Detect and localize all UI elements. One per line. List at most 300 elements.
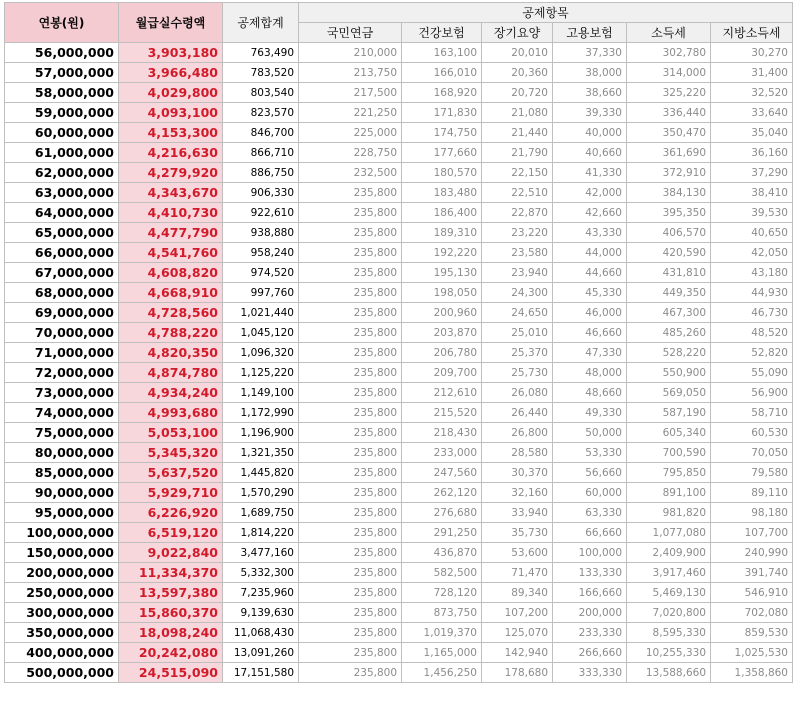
- cell-annual-salary: 350,000,000: [5, 623, 119, 643]
- cell-total-deduction: 1,321,350: [223, 443, 299, 463]
- cell-local-income-tax: 37,290: [711, 163, 793, 183]
- cell-health-insurance: 177,660: [402, 143, 482, 163]
- cell-health-insurance: 212,610: [402, 383, 482, 403]
- cell-total-deduction: 886,750: [223, 163, 299, 183]
- cell-total-deduction: 13,091,260: [223, 643, 299, 663]
- cell-health-insurance: 198,050: [402, 283, 482, 303]
- cell-national-pension: 210,000: [299, 43, 402, 63]
- cell-monthly-net: 4,216,630: [119, 143, 223, 163]
- cell-long-term-care: 25,010: [482, 323, 553, 343]
- cell-long-term-care: 21,440: [482, 123, 553, 143]
- cell-total-deduction: 1,021,440: [223, 303, 299, 323]
- table-row: [5, 343, 793, 363]
- cell-national-pension: 235,800: [299, 383, 402, 403]
- cell-employment-insurance: 53,330: [553, 443, 627, 463]
- cell-income-tax: 467,300: [627, 303, 711, 323]
- table-row: [5, 563, 793, 583]
- cell-long-term-care: 26,440: [482, 403, 553, 423]
- cell-health-insurance: 174,750: [402, 123, 482, 143]
- cell-monthly-net: 9,022,840: [119, 543, 223, 563]
- cell-employment-insurance: 66,660: [553, 523, 627, 543]
- table-row: [5, 423, 793, 443]
- cell-health-insurance: 192,220: [402, 243, 482, 263]
- table-row: [5, 603, 793, 623]
- table-row: [5, 303, 793, 323]
- cell-monthly-net: 4,153,300: [119, 123, 223, 143]
- cell-health-insurance: 180,570: [402, 163, 482, 183]
- cell-income-tax: 1,077,080: [627, 523, 711, 543]
- header-long-term-care: 장기요양: [482, 23, 553, 43]
- table-row: [5, 203, 793, 223]
- cell-employment-insurance: 63,330: [553, 503, 627, 523]
- cell-national-pension: 235,800: [299, 283, 402, 303]
- table-row: [5, 403, 793, 423]
- cell-national-pension: 232,500: [299, 163, 402, 183]
- header-local-income-tax: 지방소득세: [711, 23, 793, 43]
- cell-national-pension: 235,800: [299, 183, 402, 203]
- cell-local-income-tax: 55,090: [711, 363, 793, 383]
- cell-monthly-net: 13,597,380: [119, 583, 223, 603]
- table-row: [5, 43, 793, 63]
- cell-national-pension: 235,800: [299, 223, 402, 243]
- cell-monthly-net: 15,860,370: [119, 603, 223, 623]
- cell-employment-insurance: 50,000: [553, 423, 627, 443]
- cell-income-tax: 449,350: [627, 283, 711, 303]
- cell-income-tax: 325,220: [627, 83, 711, 103]
- cell-long-term-care: 89,340: [482, 583, 553, 603]
- cell-health-insurance: 1,165,000: [402, 643, 482, 663]
- cell-total-deduction: 17,151,580: [223, 663, 299, 683]
- cell-local-income-tax: 38,410: [711, 183, 793, 203]
- cell-national-pension: 235,800: [299, 523, 402, 543]
- cell-health-insurance: 171,830: [402, 103, 482, 123]
- cell-health-insurance: 873,750: [402, 603, 482, 623]
- cell-monthly-net: 20,242,080: [119, 643, 223, 663]
- cell-annual-salary: 62,000,000: [5, 163, 119, 183]
- cell-total-deduction: 11,068,430: [223, 623, 299, 643]
- cell-annual-salary: 61,000,000: [5, 143, 119, 163]
- cell-long-term-care: 25,370: [482, 343, 553, 363]
- cell-national-pension: 235,800: [299, 263, 402, 283]
- cell-annual-salary: 90,000,000: [5, 483, 119, 503]
- cell-employment-insurance: 166,660: [553, 583, 627, 603]
- cell-long-term-care: 35,730: [482, 523, 553, 543]
- cell-annual-salary: 75,000,000: [5, 423, 119, 443]
- cell-employment-insurance: 60,000: [553, 483, 627, 503]
- cell-income-tax: 372,910: [627, 163, 711, 183]
- cell-income-tax: 350,470: [627, 123, 711, 143]
- cell-income-tax: 431,810: [627, 263, 711, 283]
- cell-annual-salary: 69,000,000: [5, 303, 119, 323]
- cell-monthly-net: 4,934,240: [119, 383, 223, 403]
- cell-annual-salary: 73,000,000: [5, 383, 119, 403]
- cell-monthly-net: 5,345,320: [119, 443, 223, 463]
- cell-long-term-care: 32,160: [482, 483, 553, 503]
- cell-employment-insurance: 200,000: [553, 603, 627, 623]
- cell-long-term-care: 28,580: [482, 443, 553, 463]
- cell-health-insurance: 1,456,250: [402, 663, 482, 683]
- cell-total-deduction: 958,240: [223, 243, 299, 263]
- cell-monthly-net: 24,515,090: [119, 663, 223, 683]
- cell-local-income-tax: 32,520: [711, 83, 793, 103]
- cell-income-tax: 485,260: [627, 323, 711, 343]
- cell-employment-insurance: 44,660: [553, 263, 627, 283]
- salary-table-container: [4, 2, 793, 683]
- cell-total-deduction: 1,045,120: [223, 323, 299, 343]
- cell-long-term-care: 21,080: [482, 103, 553, 123]
- cell-monthly-net: 6,226,920: [119, 503, 223, 523]
- cell-long-term-care: 26,080: [482, 383, 553, 403]
- cell-total-deduction: 1,172,990: [223, 403, 299, 423]
- cell-long-term-care: 24,300: [482, 283, 553, 303]
- cell-national-pension: 235,800: [299, 243, 402, 263]
- cell-national-pension: 235,800: [299, 643, 402, 663]
- cell-health-insurance: 206,780: [402, 343, 482, 363]
- cell-national-pension: 213,750: [299, 63, 402, 83]
- cell-income-tax: 7,020,800: [627, 603, 711, 623]
- cell-total-deduction: 1,149,100: [223, 383, 299, 403]
- cell-annual-salary: 57,000,000: [5, 63, 119, 83]
- cell-health-insurance: 183,480: [402, 183, 482, 203]
- cell-local-income-tax: 40,650: [711, 223, 793, 243]
- cell-health-insurance: 291,250: [402, 523, 482, 543]
- cell-local-income-tax: 107,700: [711, 523, 793, 543]
- cell-monthly-net: 4,788,220: [119, 323, 223, 343]
- cell-total-deduction: 906,330: [223, 183, 299, 203]
- table-row: [5, 243, 793, 263]
- cell-long-term-care: 23,580: [482, 243, 553, 263]
- cell-total-deduction: 938,880: [223, 223, 299, 243]
- cell-local-income-tax: 70,050: [711, 443, 793, 463]
- cell-income-tax: 981,820: [627, 503, 711, 523]
- cell-employment-insurance: 45,330: [553, 283, 627, 303]
- table-row: [5, 283, 793, 303]
- cell-total-deduction: 922,610: [223, 203, 299, 223]
- cell-annual-salary: 68,000,000: [5, 283, 119, 303]
- cell-total-deduction: 1,196,900: [223, 423, 299, 443]
- cell-monthly-net: 4,410,730: [119, 203, 223, 223]
- cell-health-insurance: 1,019,370: [402, 623, 482, 643]
- cell-total-deduction: 5,332,300: [223, 563, 299, 583]
- cell-income-tax: 550,900: [627, 363, 711, 383]
- cell-health-insurance: 582,500: [402, 563, 482, 583]
- cell-total-deduction: 783,520: [223, 63, 299, 83]
- cell-local-income-tax: 48,520: [711, 323, 793, 343]
- table-body: [5, 43, 793, 683]
- cell-annual-salary: 59,000,000: [5, 103, 119, 123]
- cell-monthly-net: 3,966,480: [119, 63, 223, 83]
- cell-employment-insurance: 42,000: [553, 183, 627, 203]
- cell-national-pension: 235,800: [299, 203, 402, 223]
- cell-long-term-care: 25,730: [482, 363, 553, 383]
- cell-employment-insurance: 40,000: [553, 123, 627, 143]
- cell-employment-insurance: 48,660: [553, 383, 627, 403]
- cell-income-tax: 13,588,660: [627, 663, 711, 683]
- cell-employment-insurance: 233,330: [553, 623, 627, 643]
- cell-long-term-care: 178,680: [482, 663, 553, 683]
- cell-monthly-net: 4,668,910: [119, 283, 223, 303]
- cell-long-term-care: 142,940: [482, 643, 553, 663]
- cell-local-income-tax: 52,820: [711, 343, 793, 363]
- cell-income-tax: 420,590: [627, 243, 711, 263]
- table-row: [5, 223, 793, 243]
- cell-monthly-net: 4,874,780: [119, 363, 223, 383]
- cell-long-term-care: 30,370: [482, 463, 553, 483]
- cell-employment-insurance: 133,330: [553, 563, 627, 583]
- cell-national-pension: 225,000: [299, 123, 402, 143]
- header-national-pension: 국민연금: [299, 23, 402, 43]
- cell-national-pension: 235,800: [299, 663, 402, 683]
- cell-health-insurance: 262,120: [402, 483, 482, 503]
- cell-health-insurance: 233,000: [402, 443, 482, 463]
- cell-income-tax: 395,350: [627, 203, 711, 223]
- cell-local-income-tax: 60,530: [711, 423, 793, 443]
- cell-monthly-net: 5,053,100: [119, 423, 223, 443]
- cell-employment-insurance: 38,000: [553, 63, 627, 83]
- salary-table: [4, 2, 793, 683]
- cell-national-pension: 235,800: [299, 303, 402, 323]
- cell-employment-insurance: 56,660: [553, 463, 627, 483]
- cell-annual-salary: 56,000,000: [5, 43, 119, 63]
- cell-total-deduction: 1,096,320: [223, 343, 299, 363]
- cell-national-pension: 235,800: [299, 503, 402, 523]
- cell-local-income-tax: 35,040: [711, 123, 793, 143]
- cell-long-term-care: 22,870: [482, 203, 553, 223]
- cell-employment-insurance: 48,000: [553, 363, 627, 383]
- cell-monthly-net: 4,728,560: [119, 303, 223, 323]
- cell-monthly-net: 5,929,710: [119, 483, 223, 503]
- table-row: [5, 163, 793, 183]
- cell-annual-salary: 58,000,000: [5, 83, 119, 103]
- table-row: [5, 583, 793, 603]
- table-row: [5, 463, 793, 483]
- table-row: [5, 643, 793, 663]
- cell-local-income-tax: 33,640: [711, 103, 793, 123]
- cell-local-income-tax: 1,358,860: [711, 663, 793, 683]
- header-employment-insurance: 고용보험: [553, 23, 627, 43]
- table-row: [5, 83, 793, 103]
- cell-long-term-care: 23,220: [482, 223, 553, 243]
- cell-national-pension: 235,800: [299, 603, 402, 623]
- cell-health-insurance: 163,100: [402, 43, 482, 63]
- cell-employment-insurance: 38,660: [553, 83, 627, 103]
- cell-employment-insurance: 46,000: [553, 303, 627, 323]
- cell-employment-insurance: 40,660: [553, 143, 627, 163]
- cell-health-insurance: 168,920: [402, 83, 482, 103]
- cell-national-pension: 235,800: [299, 543, 402, 563]
- cell-income-tax: 2,409,900: [627, 543, 711, 563]
- cell-income-tax: 302,780: [627, 43, 711, 63]
- cell-local-income-tax: 89,110: [711, 483, 793, 503]
- cell-national-pension: 235,800: [299, 463, 402, 483]
- cell-employment-insurance: 100,000: [553, 543, 627, 563]
- cell-monthly-net: 3,903,180: [119, 43, 223, 63]
- cell-income-tax: 8,595,330: [627, 623, 711, 643]
- cell-health-insurance: 200,960: [402, 303, 482, 323]
- cell-annual-salary: 95,000,000: [5, 503, 119, 523]
- cell-employment-insurance: 333,330: [553, 663, 627, 683]
- cell-income-tax: 384,130: [627, 183, 711, 203]
- cell-employment-insurance: 47,330: [553, 343, 627, 363]
- cell-annual-salary: 67,000,000: [5, 263, 119, 283]
- cell-total-deduction: 1,570,290: [223, 483, 299, 503]
- cell-annual-salary: 64,000,000: [5, 203, 119, 223]
- cell-total-deduction: 3,477,160: [223, 543, 299, 563]
- cell-employment-insurance: 43,330: [553, 223, 627, 243]
- cell-total-deduction: 997,760: [223, 283, 299, 303]
- cell-total-deduction: 974,520: [223, 263, 299, 283]
- cell-employment-insurance: 46,660: [553, 323, 627, 343]
- cell-health-insurance: 218,430: [402, 423, 482, 443]
- cell-long-term-care: 107,200: [482, 603, 553, 623]
- cell-health-insurance: 195,130: [402, 263, 482, 283]
- cell-national-pension: 235,800: [299, 343, 402, 363]
- cell-local-income-tax: 39,530: [711, 203, 793, 223]
- table-row: [5, 623, 793, 643]
- cell-income-tax: 10,255,330: [627, 643, 711, 663]
- cell-employment-insurance: 42,660: [553, 203, 627, 223]
- cell-total-deduction: 1,814,220: [223, 523, 299, 543]
- cell-annual-salary: 80,000,000: [5, 443, 119, 463]
- table-row: [5, 363, 793, 383]
- cell-local-income-tax: 859,530: [711, 623, 793, 643]
- table-row: [5, 383, 793, 403]
- cell-long-term-care: 22,510: [482, 183, 553, 203]
- table-row: [5, 63, 793, 83]
- cell-income-tax: 891,100: [627, 483, 711, 503]
- cell-long-term-care: 125,070: [482, 623, 553, 643]
- cell-total-deduction: 866,710: [223, 143, 299, 163]
- table-row: [5, 323, 793, 343]
- cell-national-pension: 235,800: [299, 423, 402, 443]
- cell-annual-salary: 72,000,000: [5, 363, 119, 383]
- cell-annual-salary: 150,000,000: [5, 543, 119, 563]
- cell-long-term-care: 26,800: [482, 423, 553, 443]
- cell-total-deduction: 1,689,750: [223, 503, 299, 523]
- cell-monthly-net: 4,477,790: [119, 223, 223, 243]
- cell-income-tax: 587,190: [627, 403, 711, 423]
- table-row: [5, 183, 793, 203]
- cell-annual-salary: 250,000,000: [5, 583, 119, 603]
- cell-long-term-care: 24,650: [482, 303, 553, 323]
- cell-national-pension: 235,800: [299, 363, 402, 383]
- cell-local-income-tax: 43,180: [711, 263, 793, 283]
- cell-monthly-net: 5,637,520: [119, 463, 223, 483]
- cell-employment-insurance: 266,660: [553, 643, 627, 663]
- cell-monthly-net: 4,608,820: [119, 263, 223, 283]
- cell-income-tax: 569,050: [627, 383, 711, 403]
- header-health-insurance: 건강보험: [402, 23, 482, 43]
- cell-national-pension: 235,800: [299, 323, 402, 343]
- cell-local-income-tax: 240,990: [711, 543, 793, 563]
- cell-local-income-tax: 58,710: [711, 403, 793, 423]
- cell-national-pension: 221,250: [299, 103, 402, 123]
- cell-health-insurance: 209,700: [402, 363, 482, 383]
- cell-income-tax: 361,690: [627, 143, 711, 163]
- table-row: [5, 103, 793, 123]
- cell-long-term-care: 33,940: [482, 503, 553, 523]
- cell-health-insurance: 203,870: [402, 323, 482, 343]
- cell-total-deduction: 7,235,960: [223, 583, 299, 603]
- cell-income-tax: 605,340: [627, 423, 711, 443]
- cell-national-pension: 217,500: [299, 83, 402, 103]
- cell-health-insurance: 276,680: [402, 503, 482, 523]
- cell-monthly-net: 4,820,350: [119, 343, 223, 363]
- table-row: [5, 263, 793, 283]
- cell-monthly-net: 4,279,920: [119, 163, 223, 183]
- header-total-deduction: 공제합계: [223, 3, 299, 43]
- table-row: [5, 443, 793, 463]
- table-row: [5, 483, 793, 503]
- cell-local-income-tax: 36,160: [711, 143, 793, 163]
- cell-employment-insurance: 39,330: [553, 103, 627, 123]
- cell-monthly-net: 18,098,240: [119, 623, 223, 643]
- cell-employment-insurance: 44,000: [553, 243, 627, 263]
- cell-long-term-care: 71,470: [482, 563, 553, 583]
- cell-annual-salary: 66,000,000: [5, 243, 119, 263]
- cell-local-income-tax: 98,180: [711, 503, 793, 523]
- cell-income-tax: 3,917,460: [627, 563, 711, 583]
- cell-long-term-care: 20,010: [482, 43, 553, 63]
- table-row: [5, 523, 793, 543]
- cell-local-income-tax: 391,740: [711, 563, 793, 583]
- header-monthly-net: 월급실수령액: [119, 3, 223, 43]
- cell-income-tax: 700,590: [627, 443, 711, 463]
- cell-income-tax: 314,000: [627, 63, 711, 83]
- cell-monthly-net: 11,334,370: [119, 563, 223, 583]
- cell-monthly-net: 4,093,100: [119, 103, 223, 123]
- cell-employment-insurance: 49,330: [553, 403, 627, 423]
- cell-local-income-tax: 44,930: [711, 283, 793, 303]
- cell-income-tax: 5,469,130: [627, 583, 711, 603]
- cell-monthly-net: 6,519,120: [119, 523, 223, 543]
- cell-national-pension: 235,800: [299, 563, 402, 583]
- cell-national-pension: 235,800: [299, 623, 402, 643]
- cell-national-pension: 228,750: [299, 143, 402, 163]
- cell-annual-salary: 100,000,000: [5, 523, 119, 543]
- cell-total-deduction: 9,139,630: [223, 603, 299, 623]
- cell-local-income-tax: 702,080: [711, 603, 793, 623]
- cell-long-term-care: 20,360: [482, 63, 553, 83]
- cell-annual-salary: 70,000,000: [5, 323, 119, 343]
- table-row: [5, 543, 793, 563]
- cell-annual-salary: 85,000,000: [5, 463, 119, 483]
- cell-health-insurance: 166,010: [402, 63, 482, 83]
- cell-local-income-tax: 79,580: [711, 463, 793, 483]
- cell-annual-salary: 500,000,000: [5, 663, 119, 683]
- cell-local-income-tax: 42,050: [711, 243, 793, 263]
- cell-employment-insurance: 41,330: [553, 163, 627, 183]
- cell-total-deduction: 1,445,820: [223, 463, 299, 483]
- table-row: [5, 123, 793, 143]
- cell-monthly-net: 4,029,800: [119, 83, 223, 103]
- cell-annual-salary: 63,000,000: [5, 183, 119, 203]
- cell-income-tax: 406,570: [627, 223, 711, 243]
- cell-national-pension: 235,800: [299, 443, 402, 463]
- cell-local-income-tax: 1,025,530: [711, 643, 793, 663]
- cell-total-deduction: 763,490: [223, 43, 299, 63]
- cell-local-income-tax: 56,900: [711, 383, 793, 403]
- cell-local-income-tax: 546,910: [711, 583, 793, 603]
- table-row: [5, 503, 793, 523]
- cell-income-tax: 528,220: [627, 343, 711, 363]
- cell-health-insurance: 215,520: [402, 403, 482, 423]
- cell-total-deduction: 1,125,220: [223, 363, 299, 383]
- cell-health-insurance: 186,400: [402, 203, 482, 223]
- cell-income-tax: 795,850: [627, 463, 711, 483]
- cell-health-insurance: 436,870: [402, 543, 482, 563]
- cell-local-income-tax: 46,730: [711, 303, 793, 323]
